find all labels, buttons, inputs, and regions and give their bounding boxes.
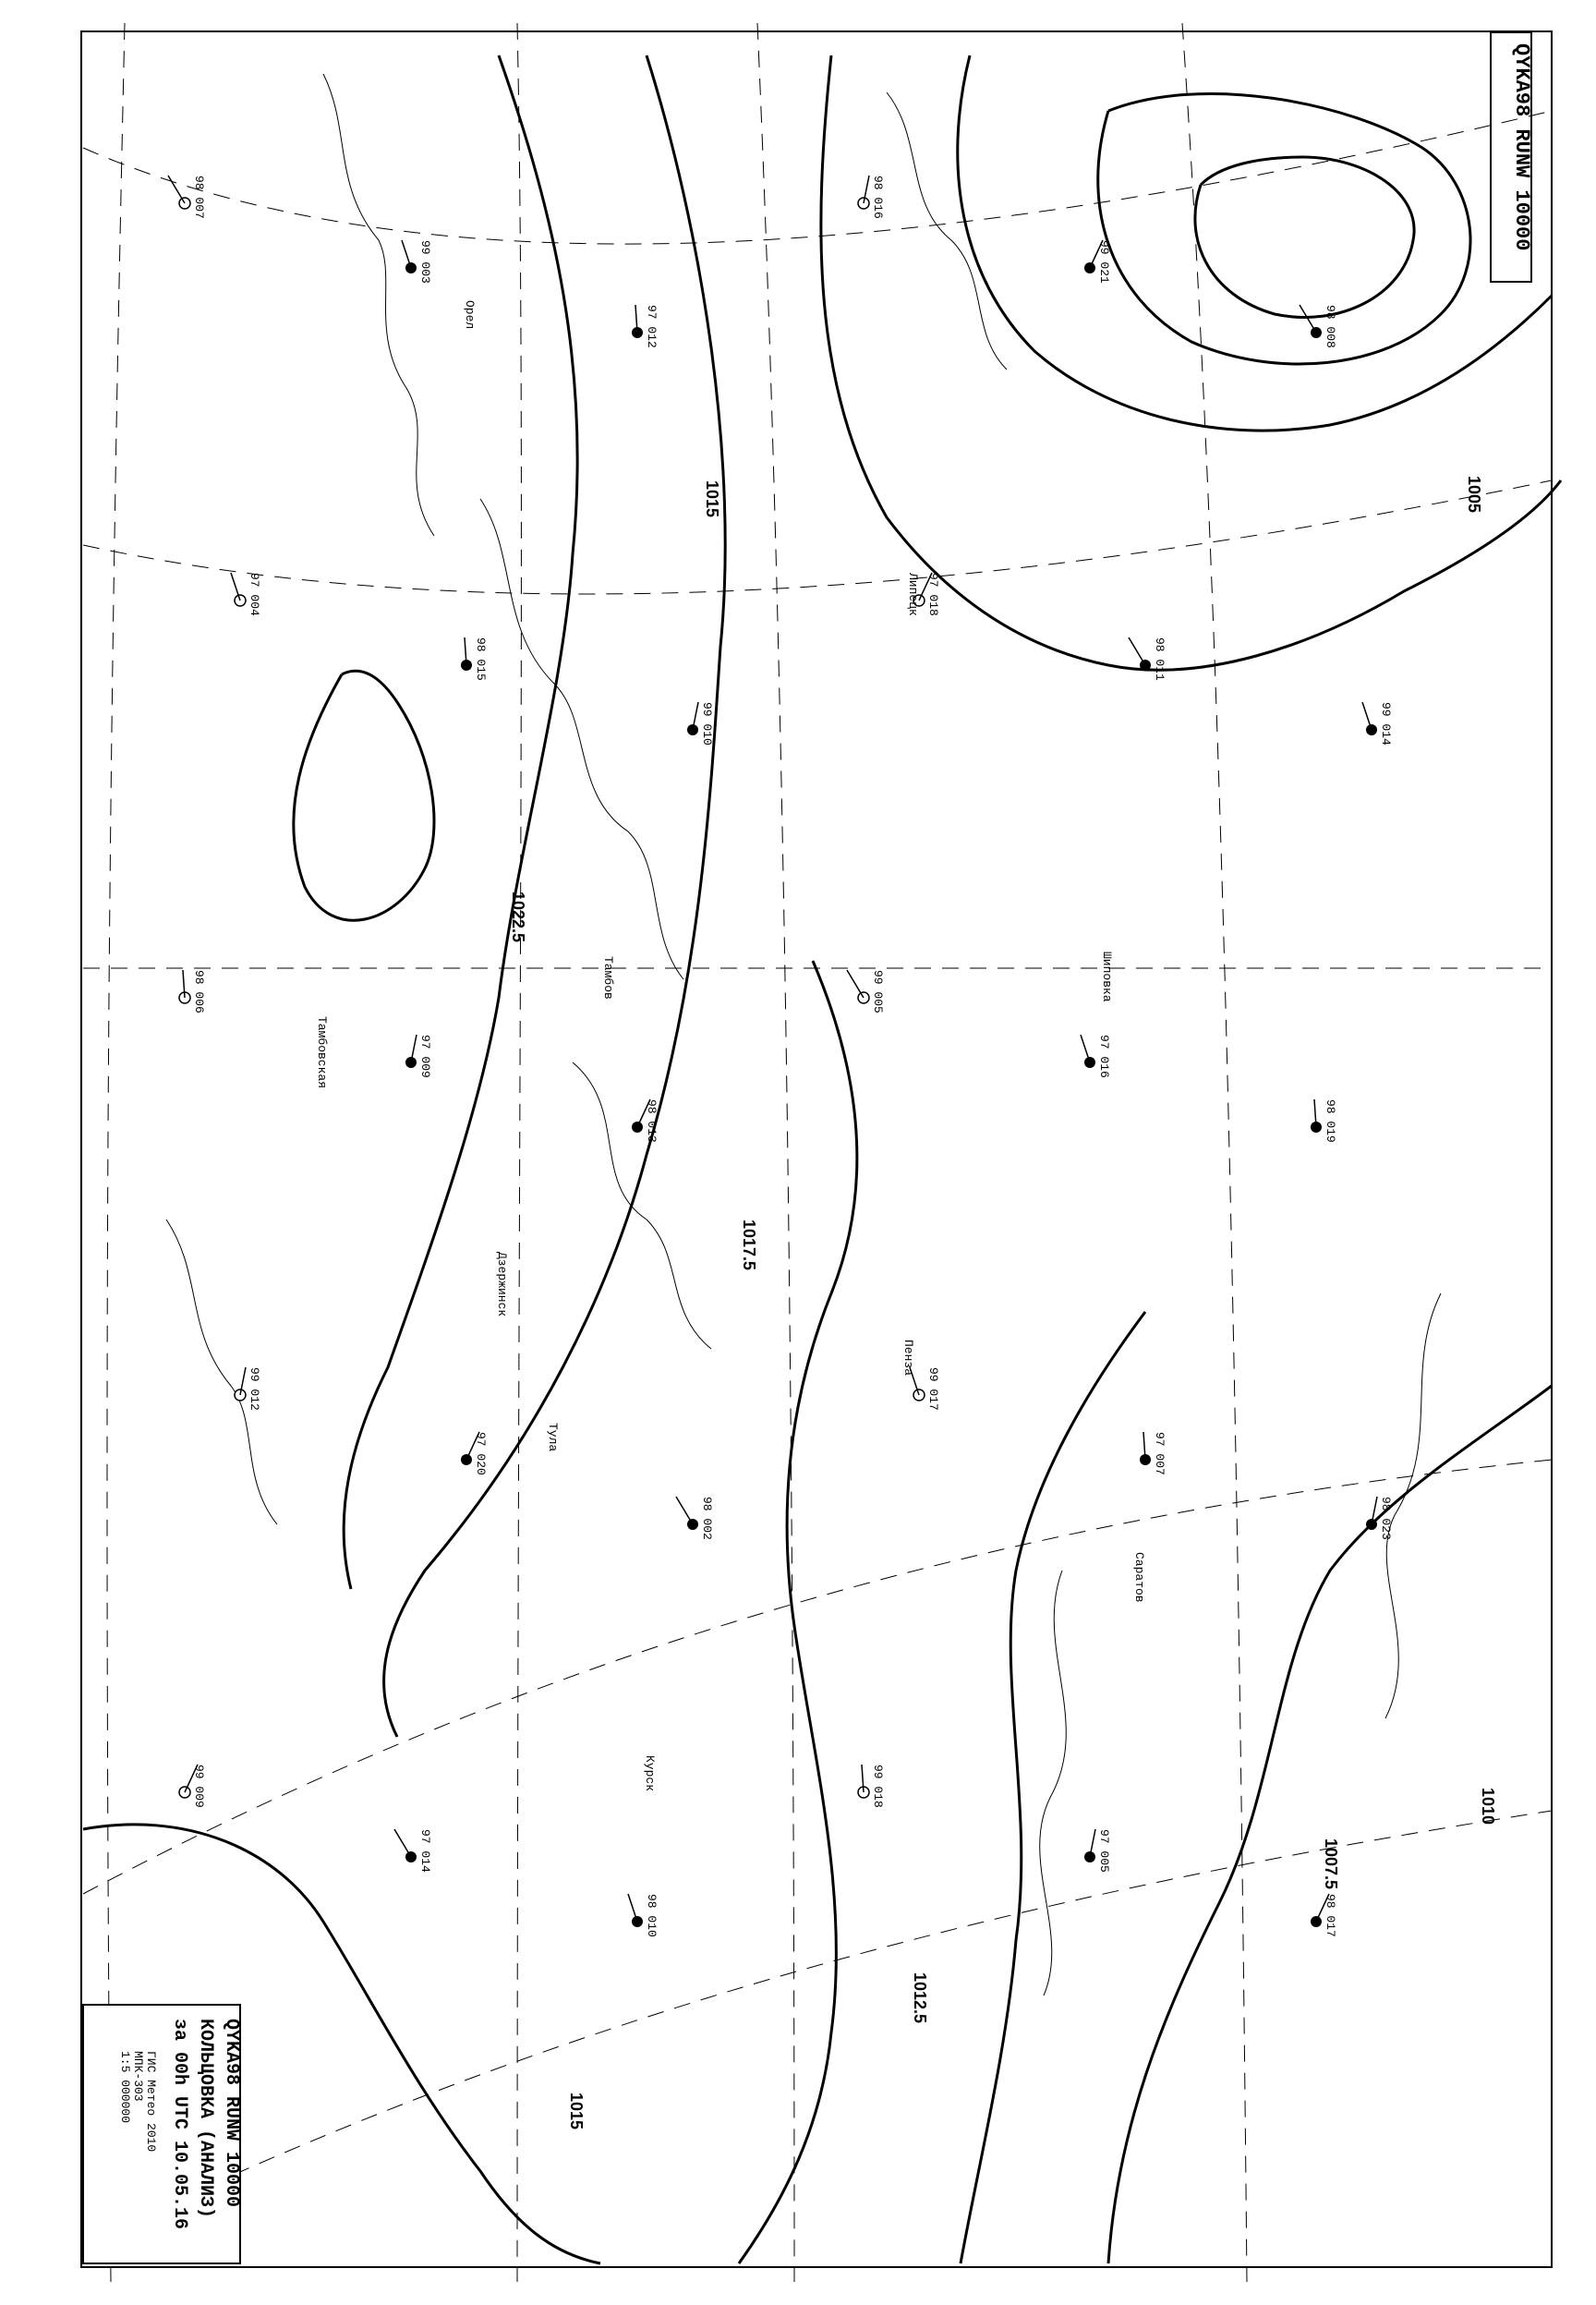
station-plot [235, 1367, 261, 1411]
place-name: Шиповка [1100, 952, 1114, 1002]
wind-barb [847, 970, 864, 998]
station-plot [402, 240, 432, 284]
station-plot [676, 1497, 714, 1540]
station-value: 97 014 [418, 1829, 432, 1873]
station-plot [1311, 1099, 1337, 1143]
station-plot [632, 1099, 659, 1143]
station-value: 97 012 [645, 305, 659, 348]
station-plots [168, 176, 1393, 1937]
station-value: 98 019 [1324, 1099, 1337, 1143]
legend-software: ГИС Метео 2010 [144, 2051, 158, 2153]
isobar-1022-5 [294, 671, 434, 920]
station-plot [1129, 637, 1167, 681]
isobar-label: 1007.5 [1322, 1838, 1340, 1890]
station-plot [179, 1765, 206, 1808]
place-names [315, 300, 1146, 1791]
legend-time: за 00h UTC 10.05.16 [169, 2019, 190, 2230]
isobar-label: 1022.5 [509, 892, 527, 943]
station-plot [231, 573, 261, 616]
station-value: 98 006 [192, 970, 206, 1013]
station-plot [1366, 1497, 1393, 1540]
isobar-label: 1015 [567, 2093, 586, 2130]
station-plot [632, 305, 659, 348]
station-value: 98 002 [700, 1497, 714, 1540]
station-value: 98 008 [1324, 305, 1337, 348]
station-plot [847, 970, 885, 1013]
isobar-label: 1010 [1479, 1788, 1497, 1826]
legend-scale: 1:5 000000 [118, 2051, 132, 2124]
station-value: 97 009 [418, 1035, 432, 1078]
station-value: 99 018 [871, 1765, 885, 1808]
station-value: 98 010 [645, 1894, 659, 1937]
legend-title: КОЛЬЦОВКА (АНАЛИЗ) [195, 2019, 216, 2219]
header-box [1491, 32, 1533, 282]
station-plot [858, 1765, 885, 1808]
station-value: 97 004 [248, 573, 261, 616]
station-plot [461, 637, 488, 681]
wind-barb [1081, 1035, 1090, 1062]
station-value: 98 023 [1379, 1497, 1393, 1540]
station-value: 99 009 [192, 1765, 206, 1808]
station-value: 98 017 [1324, 1894, 1337, 1937]
station-value: 97 016 [1097, 1035, 1111, 1078]
station-value: 97 018 [926, 573, 940, 616]
isobar-labels [509, 476, 1497, 2129]
station-value: 99 014 [1379, 702, 1393, 746]
wind-barb [394, 1829, 411, 1857]
isobar-1005 [1195, 157, 1414, 317]
station-value: 98 013 [645, 1099, 659, 1143]
place-name: Орел [463, 300, 477, 330]
station-value: 97 005 [1097, 1829, 1111, 1873]
station-plot [461, 1432, 488, 1475]
station-value: 97 007 [1153, 1432, 1167, 1475]
station-plot [858, 176, 885, 219]
place-name: Тамбов [601, 956, 615, 1000]
place-name: Липецк [906, 573, 920, 616]
station-plot [394, 1829, 432, 1873]
station-plot [628, 1894, 659, 1937]
wind-barb [402, 240, 411, 268]
station-plot [1140, 1432, 1167, 1475]
wind-barb [168, 176, 185, 203]
station-value: 99 010 [700, 702, 714, 746]
isobar-1010 [958, 55, 1552, 431]
station-value: 99 017 [926, 1367, 940, 1411]
isobar-1017-5 [344, 55, 577, 1589]
isobar-1015-south [739, 961, 857, 2263]
station-plot [1084, 1829, 1111, 1873]
station-value: 98 007 [192, 176, 206, 219]
station-plot [1084, 240, 1111, 284]
border-lines [166, 74, 1441, 1996]
station-value: 98 011 [1153, 637, 1167, 681]
header-code: QYKA98 RUNW 10000 [1510, 43, 1533, 251]
station-plot [1081, 1035, 1111, 1078]
station-value: 97 020 [474, 1432, 488, 1475]
station-value: 99 003 [418, 240, 432, 284]
wind-barb [1362, 702, 1372, 730]
station-value: 99 021 [1097, 240, 1111, 284]
isobar-label: 1015 [703, 480, 721, 518]
station-plot [1300, 305, 1337, 348]
legend-box [83, 2005, 242, 2263]
isobar-label: 1005 [1465, 476, 1483, 514]
station-plot [687, 702, 714, 746]
station-value: 99 005 [871, 970, 885, 1013]
station-value: 99 012 [248, 1367, 261, 1411]
wind-barb [1129, 637, 1145, 665]
station-plot [405, 1035, 432, 1078]
station-plot [1311, 1894, 1337, 1937]
legend-code: QYKA98 RUNW 10000 [221, 2019, 242, 2208]
place-name: Курск [643, 1755, 657, 1792]
wind-barb [1300, 305, 1316, 333]
station-value: 98 016 [871, 176, 885, 219]
wind-barb [628, 1894, 637, 1922]
station-value: 98 015 [474, 637, 488, 681]
place-name: Саратов [1132, 1552, 1146, 1603]
place-name: Тамбовская [315, 1016, 329, 1089]
isobar-1015-west [384, 55, 726, 1737]
isobar-1012-5-south [961, 1312, 1145, 2263]
place-name: Тула [546, 1423, 560, 1452]
station-plot [179, 970, 206, 1013]
place-name: Дзержинск [495, 1252, 509, 1317]
isobar-label: 1012.5 [911, 1972, 929, 2024]
station-plot [1362, 702, 1393, 746]
isobar-label: 1017.5 [740, 1219, 758, 1271]
legend-projection: МПК-303 [131, 2051, 145, 2102]
place-name: Пенза [901, 1340, 915, 1377]
wind-barb [676, 1497, 693, 1524]
isobars [83, 55, 1561, 2263]
